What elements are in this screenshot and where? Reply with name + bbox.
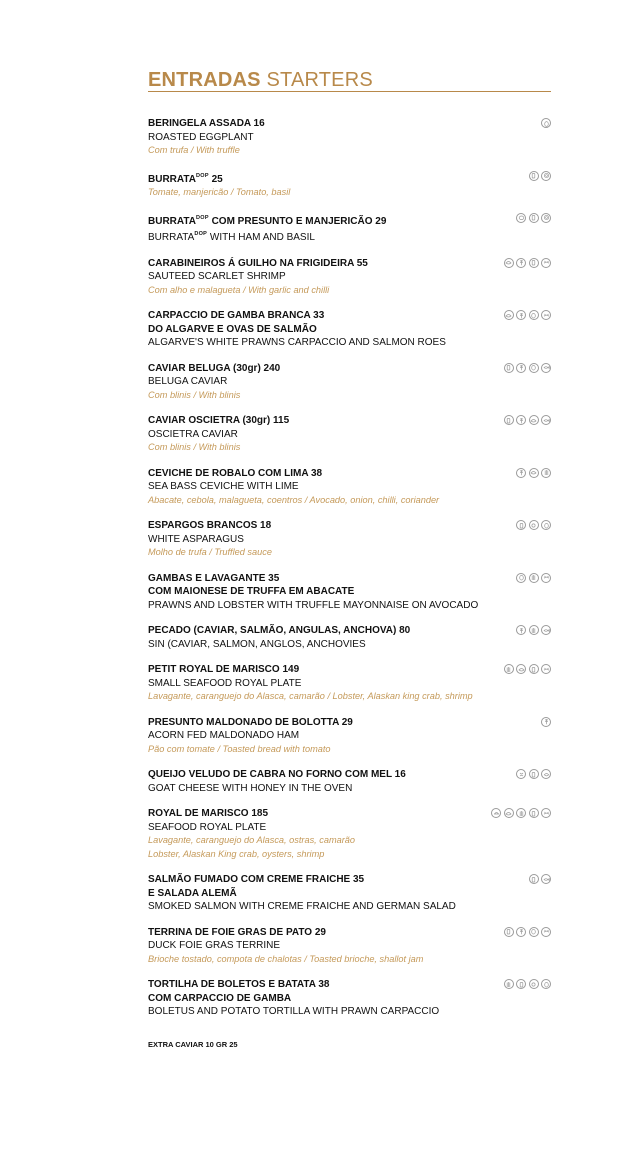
celery-icon bbox=[541, 468, 551, 478]
dish-name-text: TORTILHA DE BOLETOS E BATATA 38 bbox=[148, 979, 330, 990]
dish-name-rest: COM PRESUNTO E MANJERICÃO 29 bbox=[208, 215, 387, 227]
dish-translation-text: PRAWNS AND LOBSTER WITH TRUFFLE MAYONNAISE ON AVOCADO bbox=[148, 599, 479, 611]
allergen-icons bbox=[504, 310, 552, 320]
menu-item bbox=[148, 768, 553, 795]
dish-name bbox=[148, 212, 553, 229]
cheese-icon bbox=[541, 171, 551, 181]
dop-mark: DOP bbox=[195, 172, 209, 179]
fish-icon bbox=[541, 874, 551, 884]
menu-item bbox=[148, 467, 553, 508]
extra-caviar-note: EXTRA CAVIAR 10 GR 25 bbox=[148, 1040, 238, 1049]
allergen-icons bbox=[504, 927, 552, 937]
eggplant-icon bbox=[541, 118, 551, 128]
milk-icon bbox=[529, 171, 539, 181]
egg-icon bbox=[516, 573, 526, 583]
egg-icon bbox=[529, 927, 539, 937]
menu-list bbox=[148, 117, 553, 1031]
allergen-icons bbox=[516, 573, 551, 583]
milk-icon bbox=[504, 363, 514, 373]
gluten-icon bbox=[516, 310, 526, 320]
dish-translation bbox=[148, 131, 553, 145]
dish-translation-text: SEAFOOD ROYAL PLATE bbox=[148, 821, 267, 833]
milk-icon bbox=[504, 415, 514, 425]
gluten-icon bbox=[516, 927, 526, 937]
dish-translation-text: ALGARVE'S WHITE PRAWNS CARPACCIO AND SALMON ROES bbox=[148, 337, 446, 348]
dish-name-text: CARPACCIO DE GAMBA BRANCA 33 bbox=[148, 310, 325, 321]
nuts-icon bbox=[541, 769, 551, 779]
menu-item bbox=[148, 663, 553, 704]
dish-name bbox=[148, 572, 553, 586]
dish-description: Molho de trufa / Truffled sauce bbox=[148, 547, 272, 557]
dish-translation-text: OSCIETRA CAVIAR bbox=[148, 428, 238, 440]
dish-name bbox=[148, 362, 553, 376]
dish-translation-text: SMOKED SALMON WITH CREME FRAICHE AND GERMAN SALAD bbox=[148, 901, 456, 912]
dish-description: Com trufa / With truffle bbox=[148, 145, 240, 155]
shellfish-icon bbox=[504, 808, 514, 818]
pig-icon bbox=[516, 213, 526, 223]
milk-icon bbox=[529, 874, 539, 884]
dish-name bbox=[148, 873, 553, 887]
dish-name-text: PRESUNTO MALDONADO DE BOLOTTA 29 bbox=[148, 716, 353, 728]
dish-translation bbox=[148, 533, 553, 547]
dish-name bbox=[148, 309, 553, 323]
dish-translation bbox=[148, 677, 553, 691]
title-light: STARTERS bbox=[260, 69, 373, 91]
dish-name bbox=[148, 117, 553, 131]
dish-name bbox=[148, 467, 553, 481]
crustacean-icon bbox=[541, 573, 551, 583]
dish-translation bbox=[148, 729, 553, 743]
shellfish-icon bbox=[529, 415, 539, 425]
dish-description: Lavagante, caranguejo do Alasca, camarão / Lobster, Alaskan king crab, shrimp bbox=[148, 691, 473, 701]
dish-translation bbox=[148, 1005, 553, 1019]
dish-name-text: SALMÃO FUMADO COM CREME FRAICHE 35 bbox=[148, 874, 365, 885]
allergen-icons bbox=[516, 769, 551, 779]
allergen-icons bbox=[541, 717, 551, 727]
dish-name-text: CARABINEIROS Á GUILHO NA FRIGIDEIRA 55 bbox=[148, 257, 368, 269]
dish-description: Abacate, cebola, malagueta, coentros / Avocado, onion, chilli, coriander bbox=[148, 494, 440, 505]
menu-item bbox=[148, 926, 553, 967]
gluten-icon bbox=[516, 468, 526, 478]
celery-icon bbox=[504, 979, 514, 989]
menu-item bbox=[148, 572, 553, 613]
menu-item bbox=[148, 873, 553, 914]
dish-translation bbox=[148, 638, 553, 652]
menu-item bbox=[148, 716, 553, 757]
dish-name-text: PECADO (CAVIAR, SALMÃO, ANGULAS, ANCHOVA) 80 bbox=[148, 625, 411, 636]
dish-translation bbox=[148, 480, 553, 494]
dish-name-text: CAVIAR OSCIETRA (30gr) 115 bbox=[148, 415, 290, 426]
dish-translation-text: DUCK FOIE GRAS TERRINE bbox=[148, 940, 281, 951]
dish-name bbox=[148, 519, 553, 533]
dish-translation-text: WHITE ASPARAGUS bbox=[148, 533, 244, 545]
milk-icon bbox=[529, 769, 539, 779]
menu-item bbox=[148, 978, 553, 1019]
egg-icon bbox=[529, 363, 539, 373]
mollusc-icon bbox=[491, 808, 501, 818]
egg-icon bbox=[541, 520, 551, 530]
dish-name-line2: E SALADA ALEMÃ bbox=[148, 887, 237, 899]
dish-translation-text: SMALL SEAFOOD ROYAL PLATE bbox=[148, 677, 302, 689]
dish-description-line2: Lobster, Alaskan King crab, oysters, shrimp bbox=[148, 848, 325, 859]
dish-description: Com blinis / With blinis bbox=[148, 442, 241, 452]
dish-name-text: BURRATA bbox=[148, 173, 196, 185]
dish-name-text: CEVICHE DE ROBALO COM LIMA 38 bbox=[148, 467, 323, 479]
title-bold: ENTRADAS bbox=[148, 69, 261, 91]
dish-name-text: ROYAL DE MARISCO 185 bbox=[148, 808, 269, 819]
celery-icon bbox=[529, 573, 539, 583]
gluten-icon bbox=[516, 258, 526, 268]
dish-name bbox=[148, 663, 553, 677]
dish-name-line2: COM CARPACCIO DE GAMBA bbox=[148, 992, 292, 1004]
section-title bbox=[148, 69, 373, 91]
shellfish-icon bbox=[504, 310, 514, 320]
goat-icon bbox=[516, 769, 526, 779]
dish-translation-text: ACORN FED MALDONADO HAM bbox=[148, 730, 300, 741]
section-header bbox=[148, 69, 550, 91]
mustard-icon bbox=[529, 520, 539, 530]
dish-translation bbox=[148, 428, 553, 442]
dish-translation bbox=[148, 900, 553, 914]
fish-icon bbox=[541, 625, 551, 635]
menu-item bbox=[148, 414, 553, 455]
dish-name-text: BURRATA bbox=[148, 215, 196, 227]
milk-icon bbox=[516, 520, 526, 530]
dish-name-rest: 25 bbox=[208, 173, 223, 185]
dish-name-text: GAMBAS E LAVAGANTE 35 bbox=[148, 572, 280, 584]
allergen-icons bbox=[516, 625, 551, 635]
dish-name-text: CAVIAR BELUGA (30gr) 240 bbox=[148, 362, 281, 374]
gluten-icon bbox=[516, 415, 526, 425]
celery-icon bbox=[504, 664, 514, 674]
dish-translation-text: SIN (CAVIAR, SALMON, ANGLOS, ANCHOVIES bbox=[148, 638, 366, 650]
dish-name-text: PETIT ROYAL DE MARISCO 149 bbox=[148, 664, 300, 675]
dish-translation bbox=[148, 782, 553, 796]
allergen-icons bbox=[516, 468, 551, 478]
dish-translation bbox=[148, 821, 553, 835]
allergen-icons bbox=[491, 808, 551, 818]
menu-item bbox=[148, 212, 553, 245]
dish-name-text: ESPARGOS BRANCOS 18 bbox=[148, 520, 272, 531]
dish-name bbox=[148, 414, 553, 428]
milk-icon bbox=[529, 258, 539, 268]
mustard-icon bbox=[529, 979, 539, 989]
allergen-icons bbox=[504, 415, 552, 425]
dish-translation-text: BURRATA bbox=[148, 232, 195, 243]
dish-translation-text: SEA BASS CEVICHE WITH LIME bbox=[148, 481, 299, 492]
celery-icon bbox=[529, 625, 539, 635]
dish-description: Tomate, manjericão / Tomato, basil bbox=[148, 187, 291, 197]
dish-description: Brioche tostado, compota de chalotas / Toasted brioche, shallot jam bbox=[148, 953, 424, 964]
dish-name bbox=[148, 716, 553, 730]
dish-description: Com alho e malagueta / With garlic and chilli bbox=[148, 284, 330, 295]
gluten-icon bbox=[516, 625, 526, 635]
dish-translation-text: SAUTEED SCARLET SHRIMP bbox=[148, 271, 286, 282]
crustacean-icon bbox=[541, 808, 551, 818]
dish-description: Pão com tomate / Toasted bread with tomato bbox=[148, 743, 331, 754]
dish-translation bbox=[148, 375, 553, 389]
dish-translation bbox=[148, 336, 553, 350]
fish-icon bbox=[541, 415, 551, 425]
dish-name bbox=[148, 624, 553, 638]
milk-icon bbox=[529, 664, 539, 674]
header-divider bbox=[148, 91, 551, 92]
dish-translation bbox=[148, 228, 553, 245]
allergen-icons bbox=[541, 118, 551, 128]
menu-item bbox=[148, 519, 553, 560]
dish-translation-text: BELUGA CAVIAR bbox=[148, 376, 228, 387]
crustacean-icon bbox=[541, 258, 551, 268]
shellfish-icon bbox=[516, 664, 526, 674]
dish-translation bbox=[148, 270, 553, 284]
dish-translation bbox=[148, 599, 553, 613]
dish-name bbox=[148, 978, 553, 992]
egg-icon bbox=[541, 979, 551, 989]
allergen-icons bbox=[529, 171, 552, 181]
allergen-icons bbox=[504, 363, 552, 373]
cheese-icon bbox=[541, 213, 551, 223]
menu-item bbox=[148, 624, 553, 651]
dish-name bbox=[148, 257, 553, 271]
allergen-icons bbox=[516, 520, 551, 530]
crustacean-icon bbox=[541, 310, 551, 320]
allergen-icons bbox=[529, 874, 552, 884]
dish-translation-rest: WITH HAM AND BASIL bbox=[207, 232, 315, 243]
dish-name-text: BERINGELA ASSADA 16 bbox=[148, 118, 265, 129]
menu-item bbox=[148, 362, 553, 403]
milk-icon bbox=[504, 927, 514, 937]
menu-item bbox=[148, 309, 553, 350]
dop-mark: DOP bbox=[194, 231, 208, 237]
dish-name-line2: DO ALGARVE E OVAS DE SALMÃO bbox=[148, 323, 317, 335]
allergen-icons bbox=[504, 664, 552, 674]
gluten-icon bbox=[541, 717, 551, 727]
dish-description: Com blinis / With blinis bbox=[148, 389, 241, 400]
celery-icon bbox=[516, 808, 526, 818]
dish-name bbox=[148, 170, 553, 187]
allergen-icons bbox=[504, 258, 552, 268]
menu-item bbox=[148, 117, 553, 158]
milk-icon bbox=[516, 979, 526, 989]
menu-item bbox=[148, 170, 553, 200]
dish-name-text: QUEIJO VELUDO DE CABRA NO FORNO COM MEL 16 bbox=[148, 769, 406, 780]
menu-item bbox=[148, 807, 553, 861]
fish-icon bbox=[541, 363, 551, 373]
menu-item bbox=[148, 257, 553, 298]
milk-icon bbox=[529, 213, 539, 223]
crustacean-icon bbox=[541, 664, 551, 674]
dish-name bbox=[148, 926, 553, 940]
dop-mark: DOP bbox=[195, 214, 209, 221]
crustacean-icon bbox=[541, 927, 551, 937]
milk-icon bbox=[529, 808, 539, 818]
dish-translation-text: BOLETUS AND POTATO TORTILLA WITH PRAWN CARPACCIO bbox=[148, 1006, 440, 1017]
allergen-icons bbox=[504, 979, 552, 989]
allergen-icons bbox=[516, 213, 551, 223]
dish-translation-text: ROASTED EGGPLANT bbox=[148, 131, 254, 143]
dish-name-text: TERRINA DE FOIE GRAS DE PATO 29 bbox=[148, 926, 326, 938]
shellfish-icon bbox=[529, 468, 539, 478]
dish-name-line2: COM MAIONESE DE TRUFFA EM ABACATE bbox=[148, 586, 355, 597]
egg-icon bbox=[529, 310, 539, 320]
dish-name bbox=[148, 768, 553, 782]
dish-translation-text: GOAT CHEESE WITH HONEY IN THE OVEN bbox=[148, 782, 353, 794]
dish-description: Lavagante, caranguejo do Alasca, ostras, camarão bbox=[148, 835, 356, 845]
dish-translation bbox=[148, 939, 553, 953]
shellfish-icon bbox=[504, 258, 514, 268]
gluten-icon bbox=[516, 363, 526, 373]
